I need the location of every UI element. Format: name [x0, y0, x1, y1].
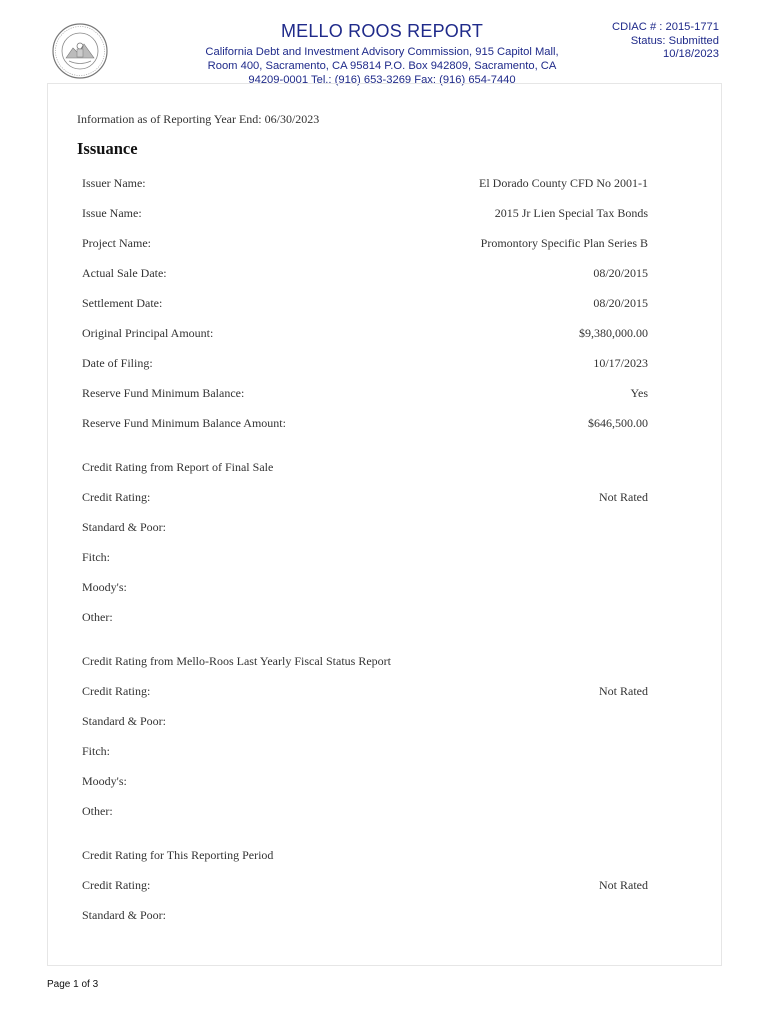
page-number: Page 1 of 3 — [47, 979, 99, 990]
rating-row — [82, 683, 648, 699]
field-label: Date of Filing: — [82, 356, 153, 370]
rating-row — [82, 489, 648, 505]
report-header — [190, 20, 574, 87]
field-value: 08/20/2015 — [593, 266, 648, 280]
field-value: $646,500.00 — [588, 416, 648, 430]
field-label: Fitch: — [82, 550, 111, 564]
field-label: Settlement Date: — [82, 296, 163, 310]
field-value: 08/20/2015 — [593, 296, 648, 310]
issuance-row — [82, 235, 648, 251]
field-label: Standard & Poor: — [82, 908, 166, 922]
field-label: Project Name: — [82, 236, 151, 250]
field-label: Issuer Name: — [82, 176, 146, 190]
field-label: Standard & Poor: — [82, 520, 166, 534]
field-label: Credit Rating: — [82, 684, 151, 698]
issuance-row — [82, 175, 648, 191]
field-label: Reserve Fund Minimum Balance Amount: — [82, 416, 286, 430]
rating-row — [82, 609, 648, 625]
report-title: MELLO ROOS REPORT — [280, 21, 484, 41]
rating-row — [82, 907, 648, 923]
field-label: Credit Rating: — [82, 490, 151, 504]
reporting-year-info: Information as of Reporting Year End: 06/30/2023 — [77, 112, 320, 126]
field-value: Promontory Specific Plan Series B — [480, 236, 648, 250]
rating-row — [82, 713, 648, 729]
field-value: Not Rated — [599, 490, 648, 504]
field-value: $9,380,000.00 — [579, 326, 648, 340]
california-seal-icon — [51, 22, 109, 80]
rating-row — [82, 743, 648, 759]
field-label: Original Principal Amount: — [82, 326, 214, 340]
field-label: Other: — [82, 804, 113, 818]
report-status-block — [559, 21, 719, 62]
issuance-row — [82, 265, 648, 281]
rating-row — [82, 803, 648, 819]
field-value: Not Rated — [599, 878, 648, 892]
rating-row — [82, 579, 648, 595]
status-date: 10/18/2023 — [663, 48, 719, 60]
field-label: Credit Rating: — [82, 878, 151, 892]
section-title-issuance: Issuance — [77, 139, 138, 158]
field-label: Fitch: — [82, 744, 111, 758]
commission-address: California Debt and Investment Advisory Commission, 915 Capitol Mall, Room 400, Sacramento, CA 95814 P.O. Box 942809, Sacramento, CA 94209-0001 Tel.: (916) 653-3269 Fax: (916) 654-7440 — [205, 46, 559, 86]
field-value: Not Rated — [599, 684, 648, 698]
issuance-row — [82, 415, 648, 431]
rating-row — [82, 519, 648, 535]
field-value: 2015 Jr Lien Special Tax Bonds — [494, 206, 648, 220]
issuance-row — [82, 325, 648, 341]
field-label: Moody's: — [82, 774, 127, 788]
field-value: 10/17/2023 — [593, 356, 648, 370]
cdiac-number: CDIAC # : 2015-1771 — [612, 21, 719, 33]
field-label: Actual Sale Date: — [82, 266, 167, 280]
field-label: Moody's: — [82, 580, 127, 594]
field-label: Standard & Poor: — [82, 714, 166, 728]
field-label: Issue Name: — [82, 206, 142, 220]
rating-this-period-heading: Credit Rating for This Reporting Period — [82, 848, 274, 862]
status-text: Status: Submitted — [630, 34, 719, 47]
issuance-row — [82, 355, 648, 371]
issuance-row — [82, 205, 648, 221]
field-label: Other: — [82, 610, 113, 624]
rating-row — [82, 773, 648, 789]
rating-row — [82, 549, 648, 565]
field-label: Reserve Fund Minimum Balance: — [82, 386, 245, 400]
issuance-row — [82, 295, 648, 311]
field-value: El Dorado County CFD No 2001-1 — [479, 176, 648, 190]
rating-last-yearly-heading: Credit Rating from Mello-Roos Last Yearly Fiscal Status Report — [82, 654, 391, 668]
field-value: Yes — [630, 386, 648, 400]
rating-final-sale-heading: Credit Rating from Report of Final Sale — [82, 460, 274, 474]
rating-row — [82, 877, 648, 893]
issuance-row — [82, 385, 648, 401]
